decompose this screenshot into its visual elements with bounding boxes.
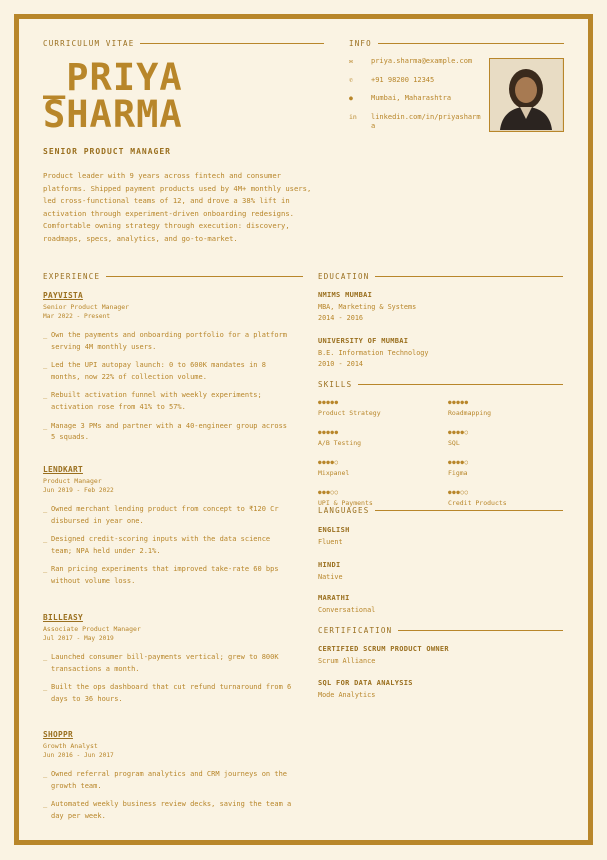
list-item: _ Automated weekly business review decks, saving the team a day per week. [43,800,292,820]
job-title: Senior Product Manager [43,303,130,311]
languages-section-header: LANGUAGES [318,506,563,515]
candidate-name [43,56,183,136]
profile-summary: Product leader with 9 years across fintech and consumer platforms. Shipped payment products used by 4M+ monthly users, led cross-functional teams of 12, and drove a 38% lift in activation through experiment-driven onboarding redesigns. Comfortable owning strategy through execution: discovery, roadmaps, specs, analytics, and go-to-market. [43,171,312,243]
language-name: HINDI [318,561,341,569]
cv-section-header [43,39,324,48]
company-name: PAYVISTA [43,291,83,300]
language-name: MARATHI [318,594,350,602]
degree: MBA, Marketing & Systems [318,303,417,311]
skill-rating: ●●●●○ [448,459,469,466]
list-item: _ Ran pricing experiments that improved take-rate 60 bps without volume loss. [43,565,279,585]
job-bullets [43,330,293,444]
list-item: _ Rebuilt activation funnel with weekly experiments; activation rose from 41% to 57%. [43,391,262,411]
list-item: _ Owned referral program analytics and CRM journeys on the growth team. [43,770,288,790]
phone-icon: ✆ [349,75,353,84]
certification-item [318,645,563,666]
email-icon: ✉ [349,57,353,65]
info-label: INFO [349,39,372,48]
contact-linkedin[interactable]: in linkedin.com/in/priyasharma [349,112,481,130]
contact-info [349,57,484,141]
job-shoppr [43,730,293,829]
skill-name: Credit Products [448,499,507,507]
skill-name: Roadmapping [448,409,492,417]
degree: B.E. Information Technology [318,349,429,357]
edu-years: 2014 - 2016 [318,314,364,322]
skill-item [448,489,568,507]
edu-years: 2010 - 2014 [318,360,364,368]
skill-item [318,459,438,477]
contact-phone[interactable]: ✆ +91 98200 12345 [349,75,435,84]
school-name: UNIVERSITY OF MUMBAI [318,337,409,345]
info-section-header [349,39,564,48]
company-name: SHOPPR [43,730,73,739]
education-item [318,337,563,369]
skills-section-header: SKILLS [318,380,563,389]
language-name: ENGLISH [318,526,350,534]
profile-photo [489,58,564,132]
list-item: _ Owned merchant lending product from concept to ₹120 Cr disbursed in year one. [43,505,279,525]
certification-name: CERTIFIED SCRUM PRODUCT OWNER [318,645,449,653]
job-title: Product Manager [43,477,102,485]
skill-rating: ●●●●● [448,399,469,406]
language-item [318,594,563,615]
job-title: Associate Product Manager [43,625,141,633]
certification-item [318,679,563,700]
language-level: Fluent [318,538,343,546]
list-item: _ Manage 3 PMs and partner with a 40-engineer group across 5 squads. [43,421,288,442]
name-first: _PRIYA [43,56,183,99]
job-bullets [43,504,293,588]
skill-name: Product Strategy [318,409,381,417]
language-level: Native [318,573,343,581]
skill-name: UPI & Payments [318,499,373,507]
company-name: LENDKART [43,465,83,474]
skill-rating: ●●●●● [318,429,339,436]
skill-item [318,429,438,447]
skill-name: SQL [448,439,460,447]
skill-item [318,399,438,417]
list-item: _ Launched consumer bill-payments vertical; grew to 800K transactions a month. [43,653,279,673]
experience-section-header: EXPERIENCE [43,272,303,281]
education-item [318,291,563,323]
skill-name: A/B Testing [318,439,362,447]
certification-issuer: Mode Analytics [318,691,376,699]
certification-section-header: CERTIFICATION [318,626,563,635]
language-item [318,561,563,582]
company-name: BILLEASY [43,613,83,622]
job-bullets [43,652,293,705]
skill-item [448,429,568,447]
language-item [318,526,563,547]
job-payvista [43,291,293,451]
skill-rating: ●●●○○ [448,489,469,496]
skill-name: Figma [448,469,468,477]
contact-location: ● Mumbai, Maharashtra [349,94,452,102]
skill-rating: ●●●●● [318,399,339,406]
name-last: SHARMA [43,93,183,136]
job-billeasy [43,613,293,712]
list-item: _ Designed credit-scoring inputs with the data science team; NPA held under 2.1%. [43,535,271,555]
linkedin-icon: in [349,112,357,121]
skill-name: Mixpanel [318,469,350,477]
skill-item [448,459,568,477]
certification-name: SQL FOR DATA ANALYSIS [318,679,413,687]
school-name: NMIMS MUMBAI [318,291,373,299]
list-item: _ Led the UPI autopay launch: 0 to 600K mandates in 8 months, now 22% of collection volume. [43,361,266,381]
skill-item [448,399,568,417]
language-level: Conversational [318,606,376,614]
job-role: SENIOR PRODUCT MANAGER [43,147,171,156]
location-icon: ● [349,94,353,102]
list-item: _ Own the payments and onboarding portfolio for a platform serving 4M monthly users. [43,331,288,351]
job-title: Growth Analyst [43,742,98,750]
cv-label: CURRICULUM VITAE [43,39,135,48]
education-section-header: EDUCATION [318,272,563,281]
skill-rating: ●●●●○ [448,429,469,436]
contact-email[interactable]: ✉ priya.sharma@example.com [349,57,473,65]
job-dates: Jun 2016 - Jun 2017 [43,752,114,759]
skill-item [318,489,438,507]
job-dates: Mar 2022 - Present [43,313,111,320]
job-dates: Jun 2019 - Feb 2022 [43,487,114,494]
job-lendkart [43,465,293,595]
job-dates: Jul 2017 - May 2019 [43,635,114,642]
skill-rating: ●●●○○ [318,489,339,496]
skill-rating: ●●●●○ [318,459,339,466]
job-bullets [43,769,293,822]
certification-issuer: Scrum Alliance [318,657,376,665]
list-item: _ Built the ops dashboard that cut refund turnaround from 6 days to 36 hours. [43,683,292,703]
